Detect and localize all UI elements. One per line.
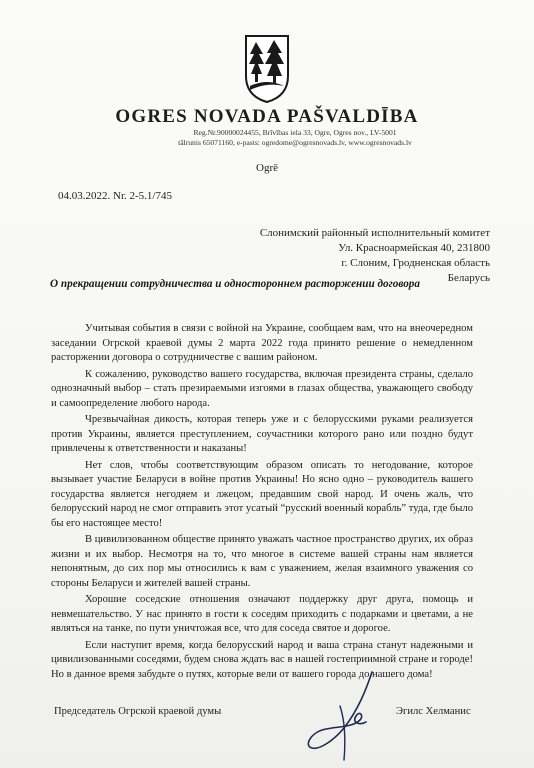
body-paragraph: Чрезвычайная дикость, которая теперь уже и с белорусскими руками реализуется против Украины, является преступлением, соучастники которого рано или поздно будут привлечены к ответственности и наказаны! (51, 414, 473, 454)
body-paragraph: Если наступит время, когда белорусский народ и ваша страна станут надежными и цивилизованными соседями, будем снова ждать вас в нашей гостеприимной стране и городе! Но в данное время забудьте о путях, которые вели от вашего города до нашего дома! (51, 639, 473, 680)
letter-subject: О прекращении сотрудничества и одностороннем расторжении договора (50, 278, 420, 290)
body-paragraph: Учитывая события в связи с войной на Украине, сообщаем вам, что на внеочередном заседании Огрской краевой думы 2 марта 2022 года принято решение о немедленном расторжении договора о сотрудничестве с вашим районом. (51, 323, 473, 363)
organization-registration: Reg.Nr.90000024455, Brīvības iela 33, Ogre, Ogres nov., LV-5001 (193, 128, 397, 137)
organization-name: OGRES NOVADA PAŠVALDĪBA (115, 106, 419, 127)
addressee-line: Беларусь (447, 272, 490, 284)
addressee-line: г. Слоним, Гродненская область (341, 257, 490, 269)
addressee-block (260, 226, 490, 286)
body-paragraph: Нет слов, чтобы соответствующим образом описать то негодование, которое вызывает участие Беларуси в войне против Украины! Но ясно одно – руководитель вашего государства является негодяем и лжецом, предавшим свой народ. И очень жаль, что белорусский народ не смог отправить этот усатый “русский военный корабль” туда, где было бы его настоящее место! (51, 459, 473, 529)
body-paragraph: В цивилизованном обществе принято уважать частное пространство других, их образ жизни и их выбор. Несмотря на то, что многое в системе вашей страны нам является непонятным, до сих пор мы относились к вам с уважением, желая взаимного уважения со стороны Беларуси и жителей вашей страны. (51, 534, 473, 589)
addressee-line: Ул. Красноармейская 40, 231800 (338, 242, 490, 254)
signatory-name: Эгилс Хелманис (396, 706, 471, 717)
addressee-line: Слонимский районный исполнительный комитет (259, 227, 490, 239)
body-paragraph: Хорошие соседские отношения означают поддержку друг друга, помощь и невмешательство. У нас принято в гости к соседям приходить с подарками и цветами, а не являться на танке, по пути уничтожая все, что для соседа святое и дорогое. (51, 594, 473, 634)
organization-contacts: tālrunis 65071160, e-pasts: ogredome@ogresnovads.lv, www.ogresnovads.lv (178, 138, 412, 147)
letter-date-reference: 04.03.2022. Nr. 2-5.1/745 (58, 190, 172, 202)
body-paragraph: К сожалению, руководство вашего государства, включая президента страны, сделало однозначный выбор – стать презираемыми изгоями в глазах общества, уважающего свободу и самоопределение любого народа. (51, 368, 473, 409)
coat-of-arms-icon (244, 34, 290, 104)
signatory-title: Председатель Огрской краевой думы (54, 706, 222, 717)
letter-city: Ogrē (256, 162, 278, 174)
letter-body (51, 322, 473, 684)
handwritten-signature (300, 666, 390, 764)
